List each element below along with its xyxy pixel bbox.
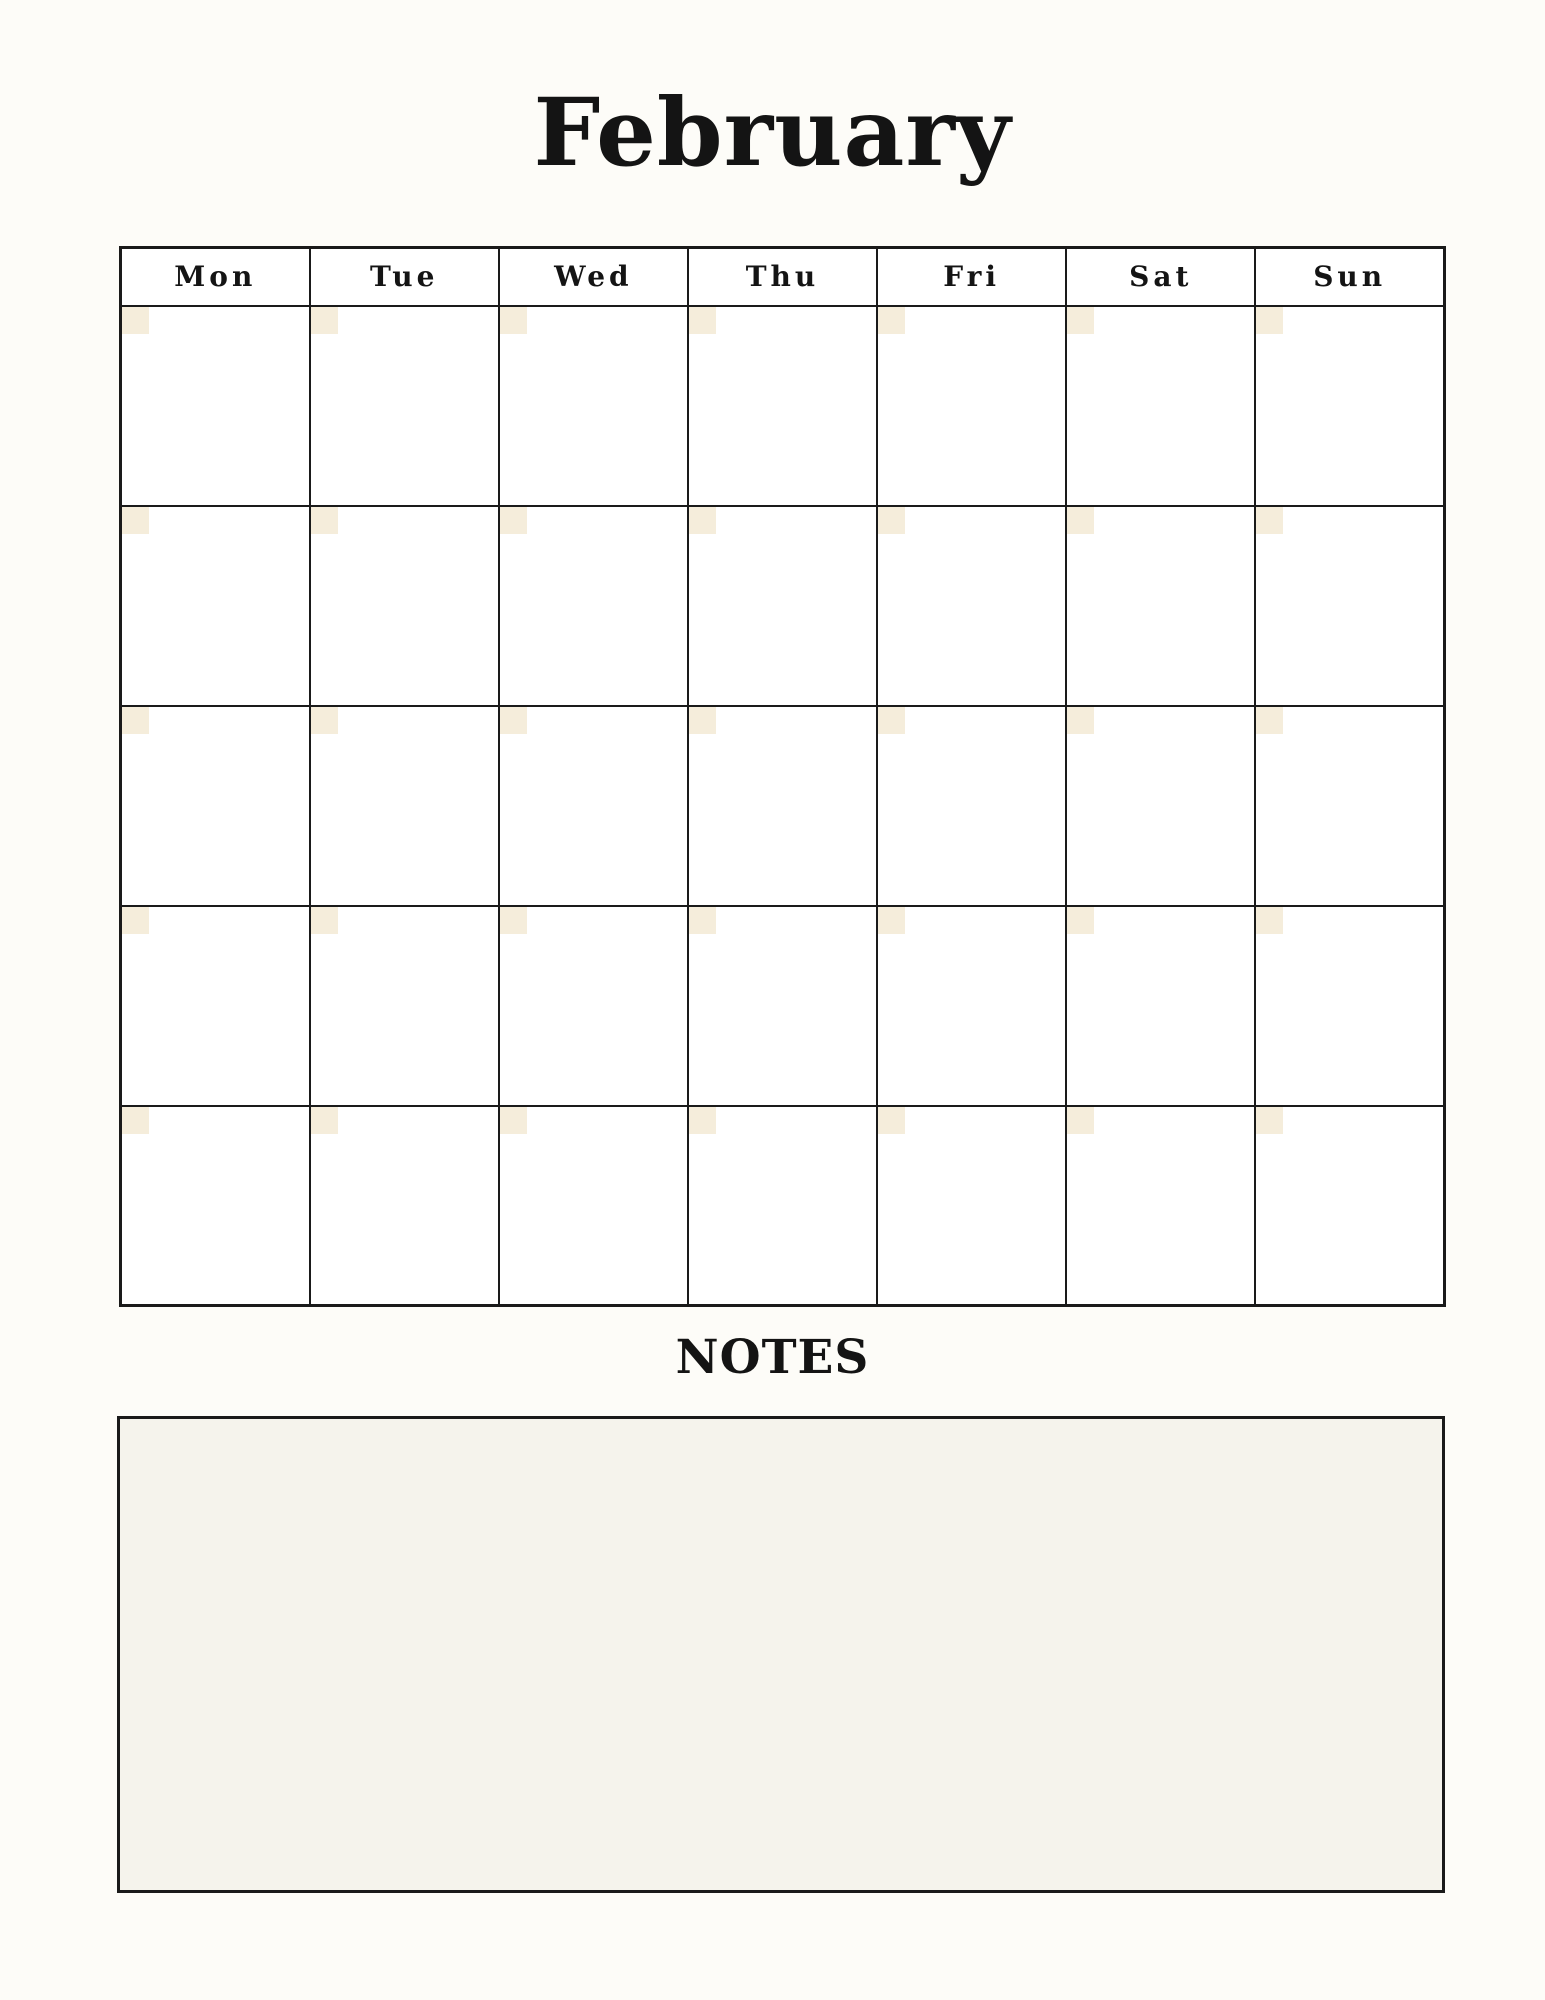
calendar-day-cell (499, 506, 688, 706)
calendar-week-row (121, 906, 1445, 1106)
notes-title: NOTES (675, 1330, 870, 1385)
calendar-day-cell (877, 506, 1066, 706)
day-header-sat: Sat (1066, 248, 1255, 306)
calendar-day-cell (499, 906, 688, 1106)
date-marker-square (1067, 1107, 1094, 1134)
date-marker-square (1256, 1107, 1283, 1134)
date-marker-square (122, 907, 149, 934)
date-marker-square (689, 507, 716, 534)
date-marker-square (1256, 507, 1283, 534)
calendar-day-cell (877, 1106, 1066, 1306)
calendar-day-cell (121, 906, 310, 1106)
date-marker-square (500, 507, 527, 534)
calendar-day-cell (877, 706, 1066, 906)
date-marker-square (689, 707, 716, 734)
date-marker-square (1256, 907, 1283, 934)
date-marker-square (689, 1107, 716, 1134)
calendar-body (121, 306, 1445, 1306)
date-marker-square (122, 307, 149, 334)
notes-box (117, 1416, 1445, 1893)
date-marker-square (122, 507, 149, 534)
calendar-week-row (121, 1106, 1445, 1306)
calendar-day-cell (121, 706, 310, 906)
calendar-day-cell (310, 1106, 499, 1306)
calendar-day-cell (1066, 706, 1255, 906)
date-marker-square (311, 907, 338, 934)
date-marker-square (500, 307, 527, 334)
calendar-day-cell (688, 306, 877, 506)
date-marker-square (878, 907, 905, 934)
calendar-day-cell (121, 306, 310, 506)
date-marker-square (500, 907, 527, 934)
calendar-day-cell (1066, 306, 1255, 506)
date-marker-square (311, 307, 338, 334)
day-header-mon: Mon (121, 248, 310, 306)
calendar-day-cell (499, 706, 688, 906)
month-title: February (533, 78, 1012, 188)
calendar-day-cell (1255, 506, 1444, 706)
date-marker-square (500, 1107, 527, 1134)
day-header-sun: Sun (1255, 248, 1444, 306)
day-header-wed: Wed (499, 248, 688, 306)
day-header-fri: Fri (877, 248, 1066, 306)
date-marker-square (311, 707, 338, 734)
calendar-day-cell (688, 706, 877, 906)
day-header-row (121, 248, 1445, 306)
calendar-day-cell (1255, 306, 1444, 506)
calendar-week-row (121, 506, 1445, 706)
date-marker-square (878, 707, 905, 734)
calendar-week-row (121, 306, 1445, 506)
date-marker-square (1067, 707, 1094, 734)
calendar (119, 246, 1446, 1307)
date-marker-square (878, 1107, 905, 1134)
calendar-week-row (121, 706, 1445, 906)
date-marker-square (689, 307, 716, 334)
calendar-day-cell (1255, 706, 1444, 906)
calendar-day-cell (1066, 506, 1255, 706)
calendar-header (121, 248, 1445, 306)
calendar-day-cell (310, 306, 499, 506)
calendar-day-cell (499, 1106, 688, 1306)
calendar-day-cell (121, 1106, 310, 1306)
date-marker-square (1067, 507, 1094, 534)
calendar-day-cell (1066, 1106, 1255, 1306)
calendar-day-cell (877, 906, 1066, 1106)
calendar-day-cell (1066, 906, 1255, 1106)
calendar-day-cell (688, 506, 877, 706)
date-marker-square (311, 507, 338, 534)
calendar-day-cell (688, 906, 877, 1106)
day-header-thu: Thu (688, 248, 877, 306)
calendar-table (119, 246, 1446, 1307)
calendar-day-cell (310, 906, 499, 1106)
calendar-day-cell (121, 506, 310, 706)
date-marker-square (878, 507, 905, 534)
calendar-day-cell (1255, 1106, 1444, 1306)
calendar-day-cell (310, 706, 499, 906)
date-marker-square (1067, 907, 1094, 934)
date-marker-square (122, 707, 149, 734)
calendar-day-cell (877, 306, 1066, 506)
calendar-day-cell (688, 1106, 877, 1306)
calendar-day-cell (310, 506, 499, 706)
date-marker-square (122, 1107, 149, 1134)
date-marker-square (878, 307, 905, 334)
calendar-day-cell (1255, 906, 1444, 1106)
day-header-tue: Tue (310, 248, 499, 306)
date-marker-square (500, 707, 527, 734)
date-marker-square (311, 1107, 338, 1134)
date-marker-square (689, 907, 716, 934)
date-marker-square (1256, 307, 1283, 334)
date-marker-square (1067, 307, 1094, 334)
calendar-day-cell (499, 306, 688, 506)
date-marker-square (1256, 707, 1283, 734)
